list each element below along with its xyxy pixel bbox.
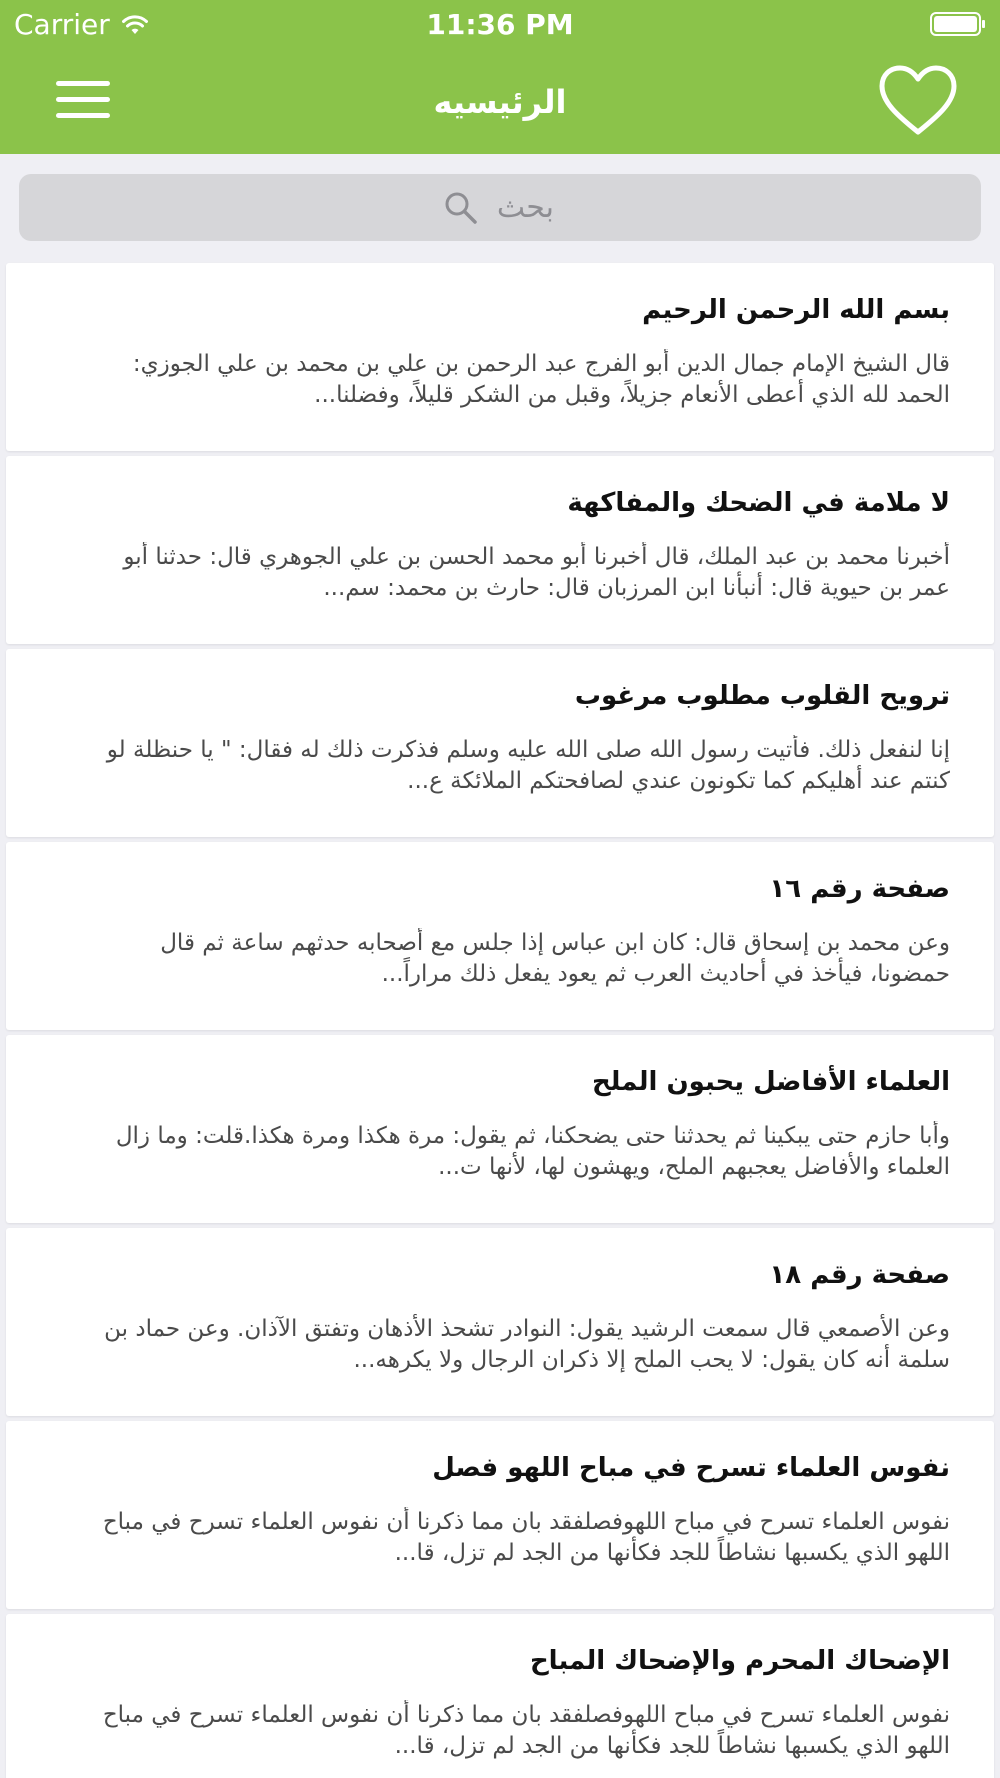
list-item[interactable]	[6, 456, 994, 644]
list-item-title: صفحة رقم ١٨	[769, 1260, 950, 1290]
list-item-title: صفحة رقم ١٦	[769, 874, 950, 904]
list-item-title: ترويح القلوب مطلوب مرغوب	[574, 681, 950, 711]
list-item-excerpt: وعن محمد بن إسحاق قال: كان ابن عباس إذا جلس مع أصحابه حدثهم ساعة ثم قال حمضونا، فيأخذ في أحاديث العرب ثم يعود يفعل ذلك مراراً...	[160, 930, 950, 987]
status-bar	[0, 0, 1000, 50]
list-item-excerpt: أخبرنا محمد بن عبد الملك، قال أخبرنا أبو محمد الحسن بن علي الجوهري قال: حدثنا أبو عمر بن حيوية قال: أنبأنا ابن المرزبان قال: حارث بن محمد: سم...	[123, 544, 950, 601]
list-item-excerpt: نفوس العلماء تسرح في مباح اللهوفصلفقد بان مما ذكرنا أن نفوس العلماء تسرح في مباح اللهو الذي يكسبها نشاطاً للجد فكأنها من الجد لم تزل، قا...	[102, 1509, 950, 1566]
list-item-excerpt: وأبا حازم حتى يبكينا ثم يحدثنا حتى يضحكنا، ثم يقول: مرة هكذا ومرة هكذا.قلت: وما زال العلماء والأفاضل يعجبهم الملح، ويهشون لها، لأنها ت...	[115, 1123, 950, 1180]
header	[0, 0, 1000, 154]
list-item[interactable]	[6, 1421, 994, 1609]
list-item-title: نفوس العلماء تسرح في مباح اللهو فصل	[432, 1453, 950, 1483]
hamburger-menu-icon[interactable]	[56, 78, 112, 122]
list-item-title: الإضحاك المحرم والإضحاك المباح	[529, 1646, 950, 1676]
list-item[interactable]	[6, 1035, 994, 1223]
battery-icon	[930, 12, 986, 36]
search-input[interactable]	[492, 189, 556, 226]
list-item[interactable]	[6, 842, 994, 1030]
navigation-bar	[0, 50, 1000, 154]
search-icon	[444, 191, 478, 225]
status-time: 11:36 PM	[426, 8, 574, 41]
list-item[interactable]	[6, 1228, 994, 1416]
list-item-excerpt: إنا لنفعل ذلك. فأتيت رسول الله صلى الله عليه وسلم فذكرت ذلك له فقال: " يا حنظلة لو كنتم عند أهليكم كما تكونون عندي لصافحتكم الملائكة ع...	[106, 737, 950, 794]
carrier-label: Carrier	[14, 8, 110, 41]
articles-list	[6, 263, 994, 1778]
list-item-excerpt: وعن الأصمعي قال سمعت الرشيد يقول: النوادر تشحذ الأذهان وتفتق الآذان. وعن حماد بن سلمة أنه كان يقول: لا يحب الملح إلا ذكران الرجال ولا يكرهه...	[104, 1316, 950, 1373]
list-item[interactable]	[6, 649, 994, 837]
list-item[interactable]	[6, 1614, 994, 1778]
favorites-heart-icon[interactable]	[878, 64, 958, 138]
list-item-title: بسم الله الرحمن الرحيم	[642, 295, 950, 325]
page-title: الرئيسيه	[433, 83, 567, 121]
list-item-excerpt: قال الشيخ الإمام جمال الدين أبو الفرج عبد الرحمن بن علي بن محمد بن علي الجوزي: الحمد لله الذي أعطى الأنعام جزيلاً، وقبل من الشكر قليلاً، وفضلنا...	[132, 351, 950, 408]
list-item-title: لا ملامة في الضحك والمفاكهة	[567, 488, 950, 518]
list-item-title: العلماء الأفاضل يحبون الملح	[591, 1067, 950, 1097]
search-area	[0, 154, 1000, 254]
list-item-excerpt: نفوس العلماء تسرح في مباح اللهوفصلفقد بان مما ذكرنا أن نفوس العلماء تسرح في مباح اللهو الذي يكسبها نشاطاً للجد فكأنها من الجد لم تزل، قا...	[102, 1702, 950, 1759]
search-bar[interactable]	[19, 174, 981, 241]
list-item[interactable]	[6, 263, 994, 451]
